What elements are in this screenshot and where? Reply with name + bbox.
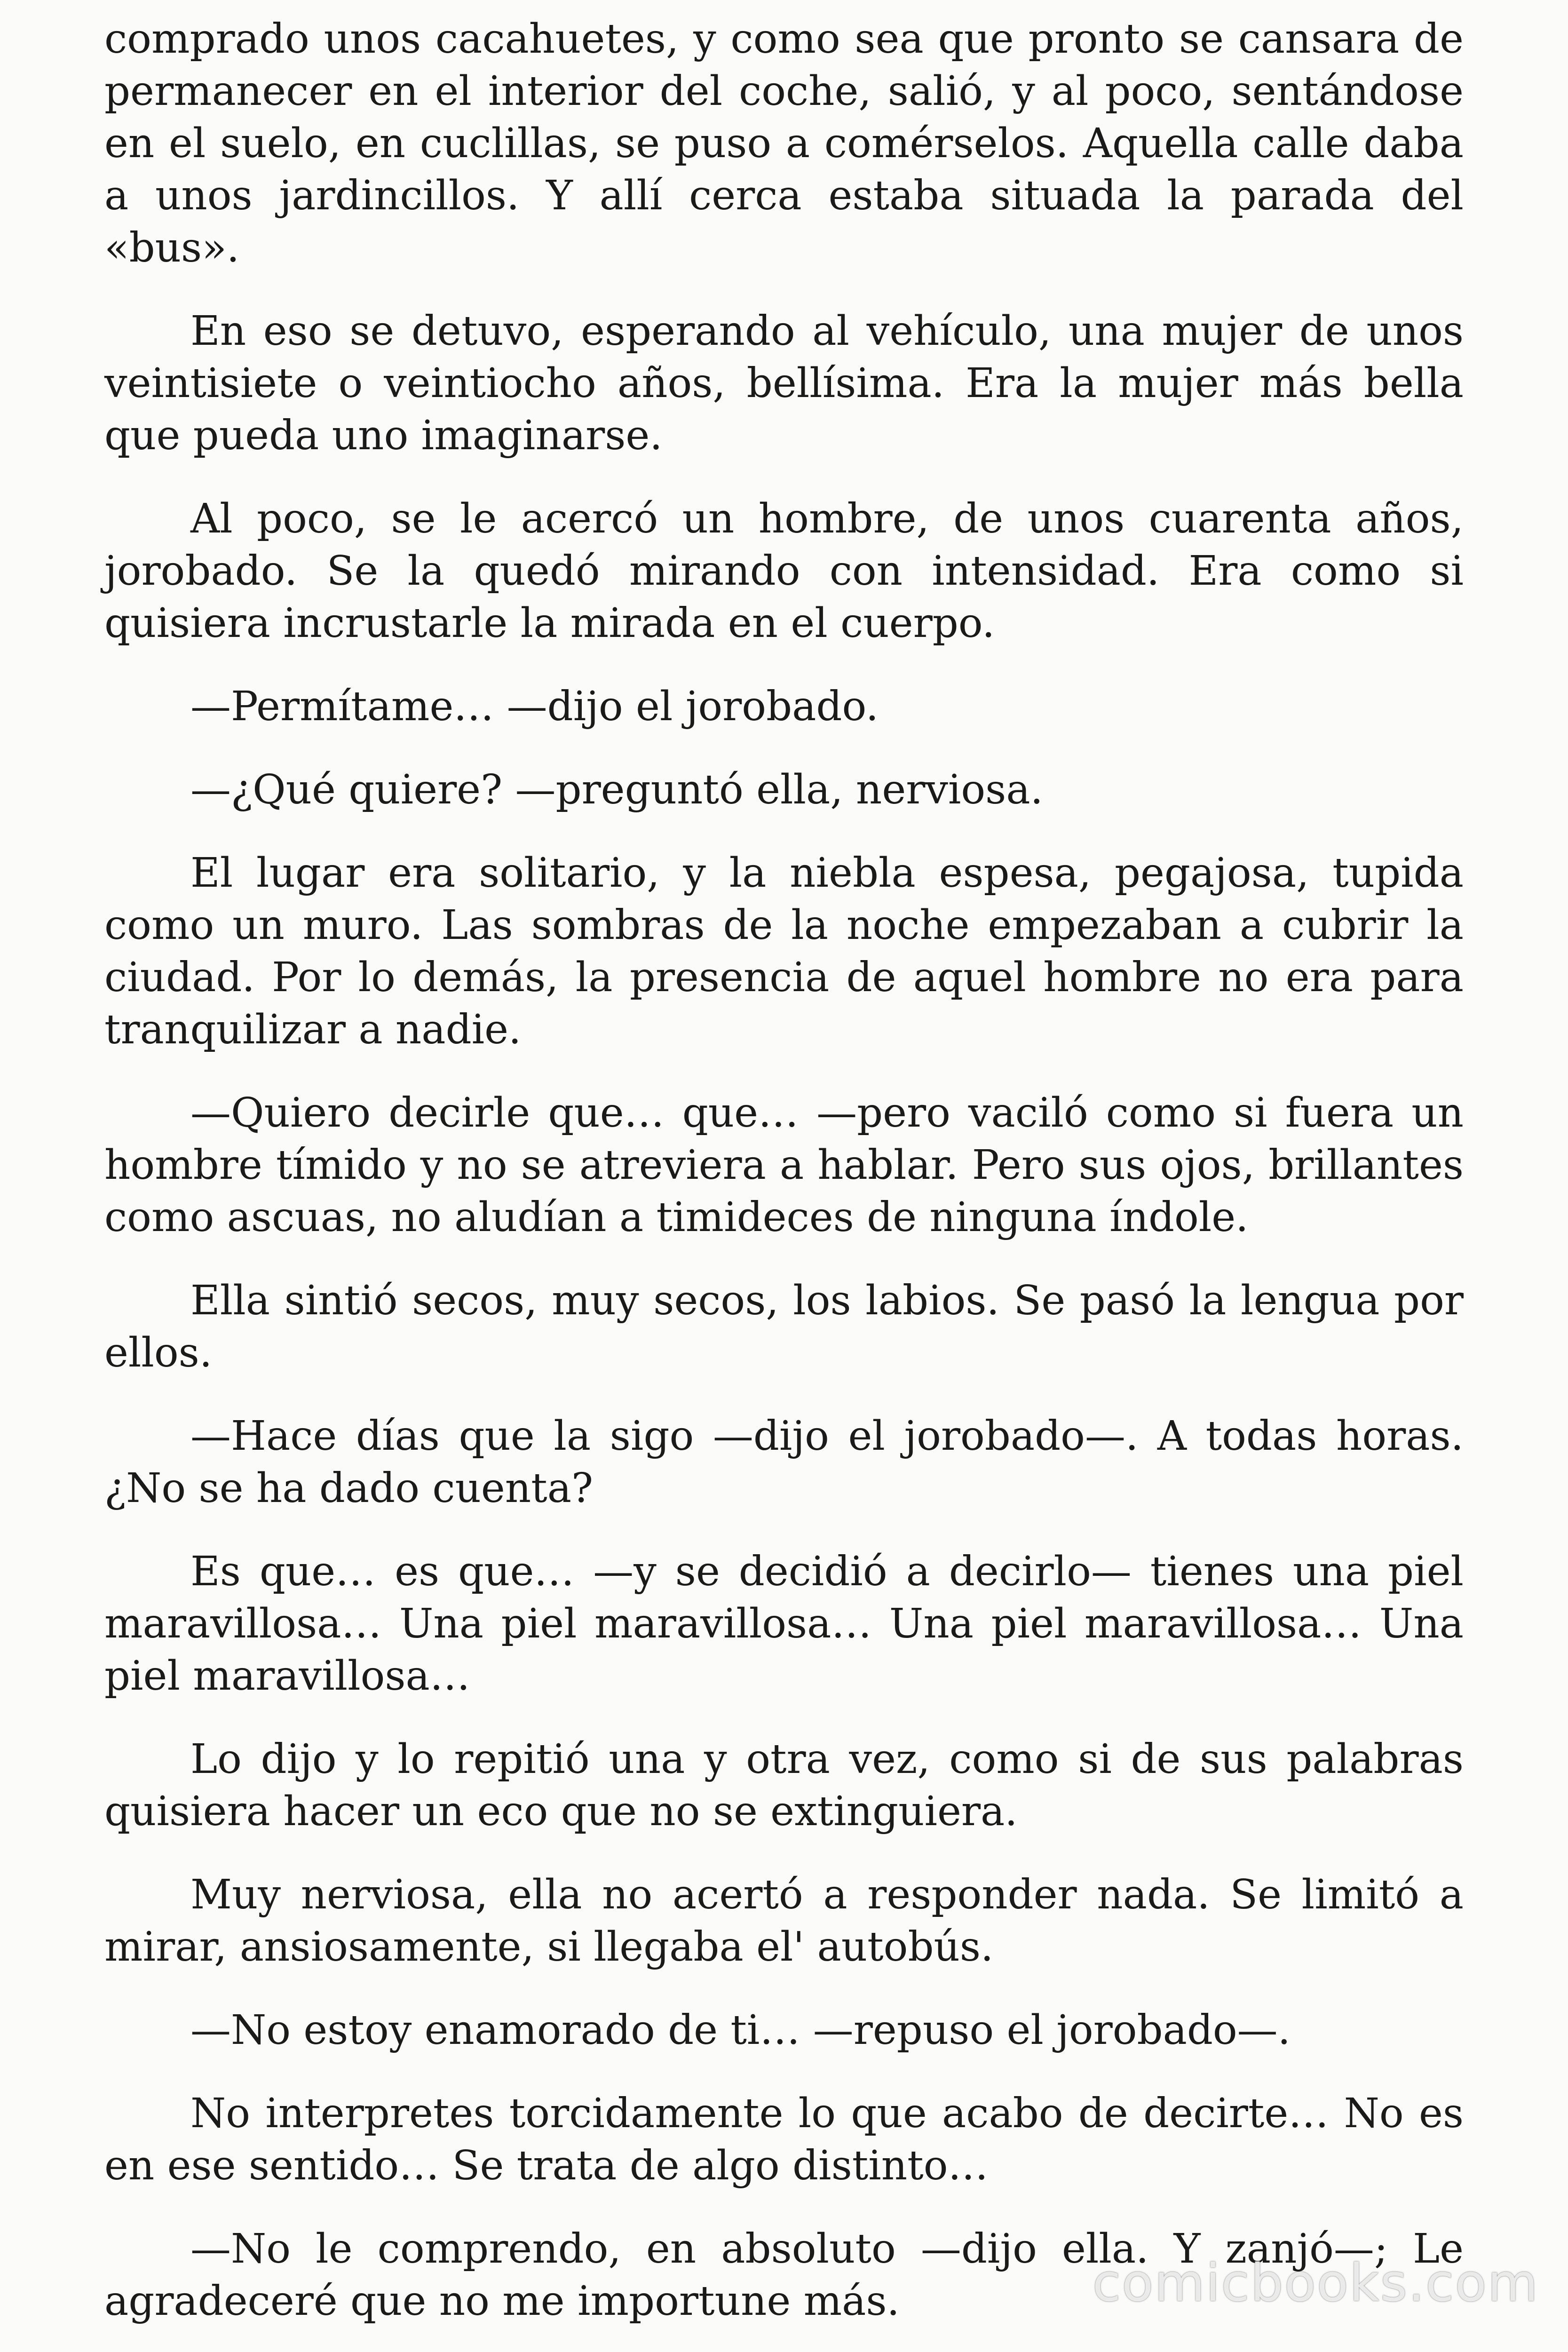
page-text xyxy=(104,13,1464,2352)
paragraph: En eso se detuvo, esperando al vehículo, una mujer de unos veintisiete o veintiocho años, bellísima. Era la mujer más bella que pueda uno imaginarse. xyxy=(104,308,1464,459)
paragraph: Al poco, se le acercó un hombre, de unos cuarenta años, jorobado. Se la quedó mirando con intensidad. Era como si quisiera incrustarle la mirada en el cuerpo. xyxy=(104,495,1464,647)
paragraph: —No le comprendo, en absoluto —dijo ella. Y zanjó—; Le agradeceré que no me importune más. xyxy=(104,2225,1464,2325)
paragraph: comprado unos cacahuetes, y como sea que pronto se cansara de permanecer en el interior del coche, salió, y al poco, sentándose en el suelo, en cuclillas, se puso a comérselos. Aquella calle daba a unos jardincillos. Y allí cerca estaba situada la parada del «bus». xyxy=(104,16,1464,271)
paragraph: Ella sintió secos, muy secos, los labios. Se pasó la lengua por ellos. xyxy=(104,1277,1464,1376)
paragraph: —Quiero decirle que… que… —pero vaciló como si fuera un hombre tímido y no se atreviera a hablar. Pero sus ojos, brillantes como ascuas, no aludían a timideces de ninguna índole. xyxy=(104,1089,1464,1241)
paragraph: Es que… es que… —y se decidió a decirlo— tienes una piel maravillosa… Una piel maravillosa… Una piel maravillosa… Una piel maravillosa… xyxy=(104,1548,1464,1700)
paragraph: —Hace días que la sigo —dijo el jorobado—. A todas horas. ¿No se ha dado cuenta? xyxy=(104,1413,1464,1512)
paragraph: —Permítame… —dijo el jorobado. xyxy=(190,683,879,730)
paragraph: El lugar era solitario, y la niebla espesa, pegajosa, tupida como un muro. Las sombras de la noche empezaban a cubrir la ciudad. Por lo demás, la presencia de aquel hombre no era para tranquilizar a nadie. xyxy=(104,850,1464,1053)
paragraph: Lo dijo y lo repitió una y otra vez, como si de sus palabras quisiera hacer un eco que no se extinguiera. xyxy=(104,1736,1464,1835)
watermark: comicbooks.com xyxy=(1092,2253,1539,2313)
paragraph: No interpretes torcidamente lo que acabo de decirte… No es en ese sentido… Se trata de algo distinto… xyxy=(104,2090,1464,2189)
paragraph: —¿Qué quiere? —preguntó ella, nerviosa. xyxy=(190,766,1043,813)
paragraph: —No estoy enamorado de ti… —repuso el jorobado—. xyxy=(190,2007,1291,2054)
paragraph: Muy nerviosa, ella no acertó a responder nada. Se limitó a mirar, ansiosamente, si llegaba el' autobús. xyxy=(104,1871,1464,1971)
